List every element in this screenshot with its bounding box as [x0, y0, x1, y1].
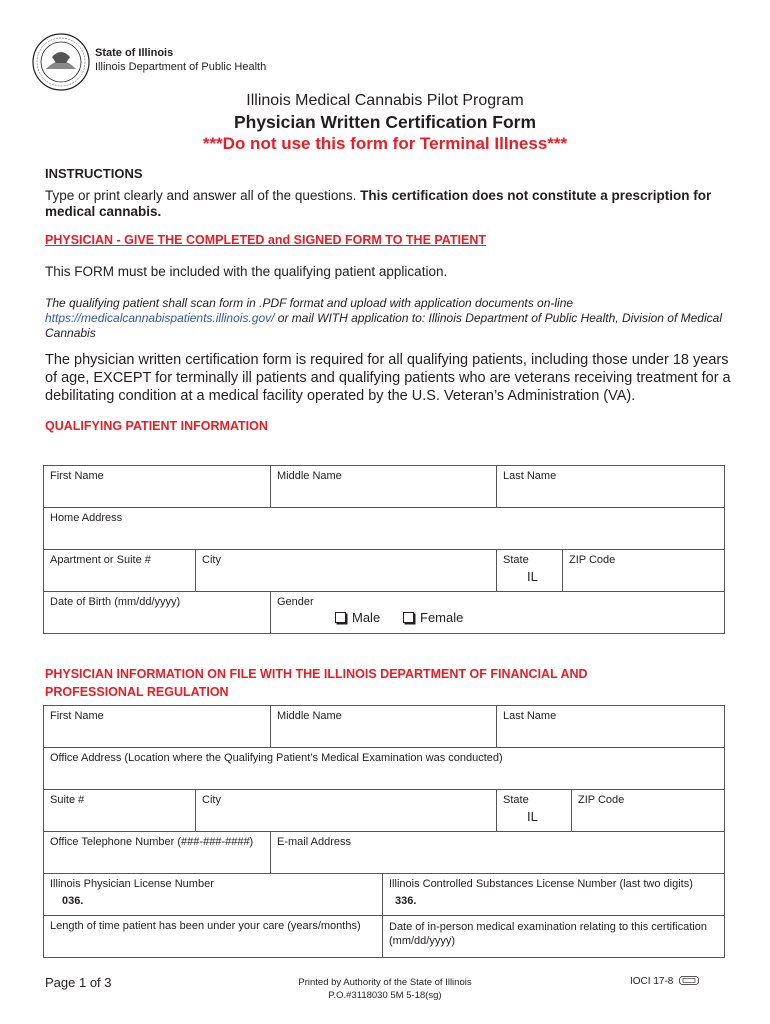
patient-section-heading: QUALIFYING PATIENT INFORMATION [45, 419, 268, 433]
patient-state-value: IL [527, 569, 538, 584]
patient-grid [43, 465, 725, 634]
scan-note-a: The qualifying patient shall scan form in .PDF format and upload with application documents on-line [45, 296, 574, 310]
patient-middle-name-field[interactable] [271, 466, 497, 508]
patient-apartment-label: Apartment or Suite # [50, 554, 151, 566]
title-block [0, 91, 770, 155]
gender-female-option[interactable] [403, 610, 463, 625]
patient-first-name-label: First Name [50, 470, 104, 482]
physician-last-name-label: Last Name [503, 710, 557, 722]
physician-license-field[interactable] [44, 874, 383, 916]
terminal-warning: ***Do not use this form for Terminal Illness*** [202, 134, 568, 153]
patient-first-name-field[interactable] [44, 466, 271, 508]
physician-state-value: IL [527, 809, 538, 824]
physician-first-name-label: First Name [50, 710, 104, 722]
illinois-state-seal [32, 33, 90, 91]
patient-zip-field[interactable] [563, 550, 725, 592]
exam-date-field[interactable] [383, 916, 725, 958]
physician-first-name-field[interactable] [44, 706, 271, 748]
scan-note-b: or mail WITH application to: Illinois Department of Public Health, Division of Medical Cannabis [45, 311, 722, 340]
physician-email-label: E-mail Address [277, 836, 351, 848]
physician-note: PHYSICIAN - GIVE THE COMPLETED and SIGNED FORM TO THE PATIENT [45, 233, 486, 247]
physician-last-name-field[interactable] [497, 706, 725, 748]
ioci-code [630, 976, 699, 987]
patient-gender-label: Gender [277, 596, 314, 608]
female-checkbox[interactable] [403, 612, 414, 623]
application-link[interactable]: https://medicalcannabispatients.illinois.gov/ [45, 311, 275, 325]
physician-zip-field[interactable] [572, 790, 725, 832]
physician-license-label: Illinois Physician License Number [50, 878, 214, 890]
form-title: Physician Written Certification Form [233, 112, 537, 132]
physician-middle-name-label: Middle Name [277, 710, 342, 722]
cs-license-label: Illinois Controlled Substances License Number (last two digits) [389, 878, 693, 890]
patient-middle-name-label: Middle Name [277, 470, 342, 482]
must-include-note: This FORM must be included with the qualifying patient application. [45, 264, 448, 279]
ioci-code-text: IOCI 17-8 [630, 976, 674, 987]
female-label: Female [420, 610, 464, 625]
patient-last-name-field[interactable] [497, 466, 725, 508]
patient-state-label: State [503, 554, 529, 566]
physician-license-prefix: 036. [62, 895, 84, 907]
printed-authority: Printed by Authority of the State of Illinois [298, 977, 472, 988]
patient-dob-label: Date of Birth (mm/dd/yyyy) [50, 596, 181, 608]
physician-office-address-field[interactable] [44, 748, 725, 790]
program-title: Illinois Medical Cannabis Pilot Program [246, 92, 524, 109]
agency-department: Illinois Department of Public Health [95, 61, 267, 73]
physician-section-heading: PHYSICIAN INFORMATION ON FILE WITH THE ILLINOIS DEPARTMENT OF FINANCIAL AND PROFESSIONAL REGULATION [45, 667, 588, 699]
agency-block [95, 46, 266, 74]
physician-city-field[interactable] [196, 790, 497, 832]
patient-last-name-label: Last Name [503, 470, 557, 482]
union-bug-icon [679, 976, 699, 985]
patient-city-field[interactable] [196, 550, 497, 592]
po-number: P.O.#3118030 5M 5-18(sg) [328, 990, 442, 1001]
instructions-bold: This certification does not constitute a prescription for medical cannabis. [45, 188, 712, 219]
instructions-text [45, 188, 735, 220]
gender-male-option[interactable] [335, 610, 380, 625]
page-number: Page 1 of 3 [45, 975, 112, 990]
care-length-field[interactable] [44, 916, 383, 958]
physician-grid [43, 705, 725, 958]
physician-suite-label: Suite # [50, 794, 85, 806]
physician-suite-field[interactable] [44, 790, 196, 832]
patient-dob-field[interactable] [44, 592, 271, 634]
physician-city-label: City [202, 794, 221, 806]
patient-city-label: City [202, 554, 221, 566]
physician-office-address-label: Office Address (Location where the Qualifying Patient’s Medical Examination was conducted) [50, 752, 503, 764]
agency-state: State of Illinois [95, 47, 174, 59]
physician-phone-field[interactable] [44, 832, 271, 874]
patient-gender-field [271, 592, 725, 634]
scan-note [45, 296, 735, 341]
patient-home-address-field[interactable] [44, 508, 725, 550]
cs-license-field[interactable] [383, 874, 725, 916]
instructions-heading: INSTRUCTIONS [45, 166, 143, 181]
instructions-plain: Type or print clearly and answer all of the questions. [45, 188, 361, 203]
physician-state-label: State [503, 794, 529, 806]
physician-phone-label: Office Telephone Number (###-###-####) [50, 836, 254, 848]
physician-state-field[interactable] [497, 790, 572, 832]
patient-home-address-label: Home Address [50, 512, 123, 524]
cs-license-prefix: 336. [395, 895, 417, 907]
physician-middle-name-field[interactable] [271, 706, 497, 748]
printed-by [270, 976, 500, 1002]
patient-apartment-field[interactable] [44, 550, 196, 592]
physician-email-field[interactable] [271, 832, 725, 874]
physician-zip-label: ZIP Code [578, 794, 625, 806]
male-label: Male [352, 610, 381, 625]
patient-zip-label: ZIP Code [569, 554, 616, 566]
male-checkbox[interactable] [335, 612, 346, 623]
exam-date-label: Date of in-person medical examination relating to this certification (mm/dd/yyyy) [389, 921, 707, 947]
care-length-label: Length of time patient has been under your care (years/months) [50, 920, 361, 932]
requirement-paragraph: The physician written certification form is required for all qualifying patients, including those under 18 years of age, EXCEPT for terminally ill patients and qualifying patients who are veterans receiving treatment for a debilitating condition at a medical facility operated by the U.S. Veteran’s Administration (VA). [45, 352, 731, 404]
patient-state-field[interactable] [497, 550, 563, 592]
